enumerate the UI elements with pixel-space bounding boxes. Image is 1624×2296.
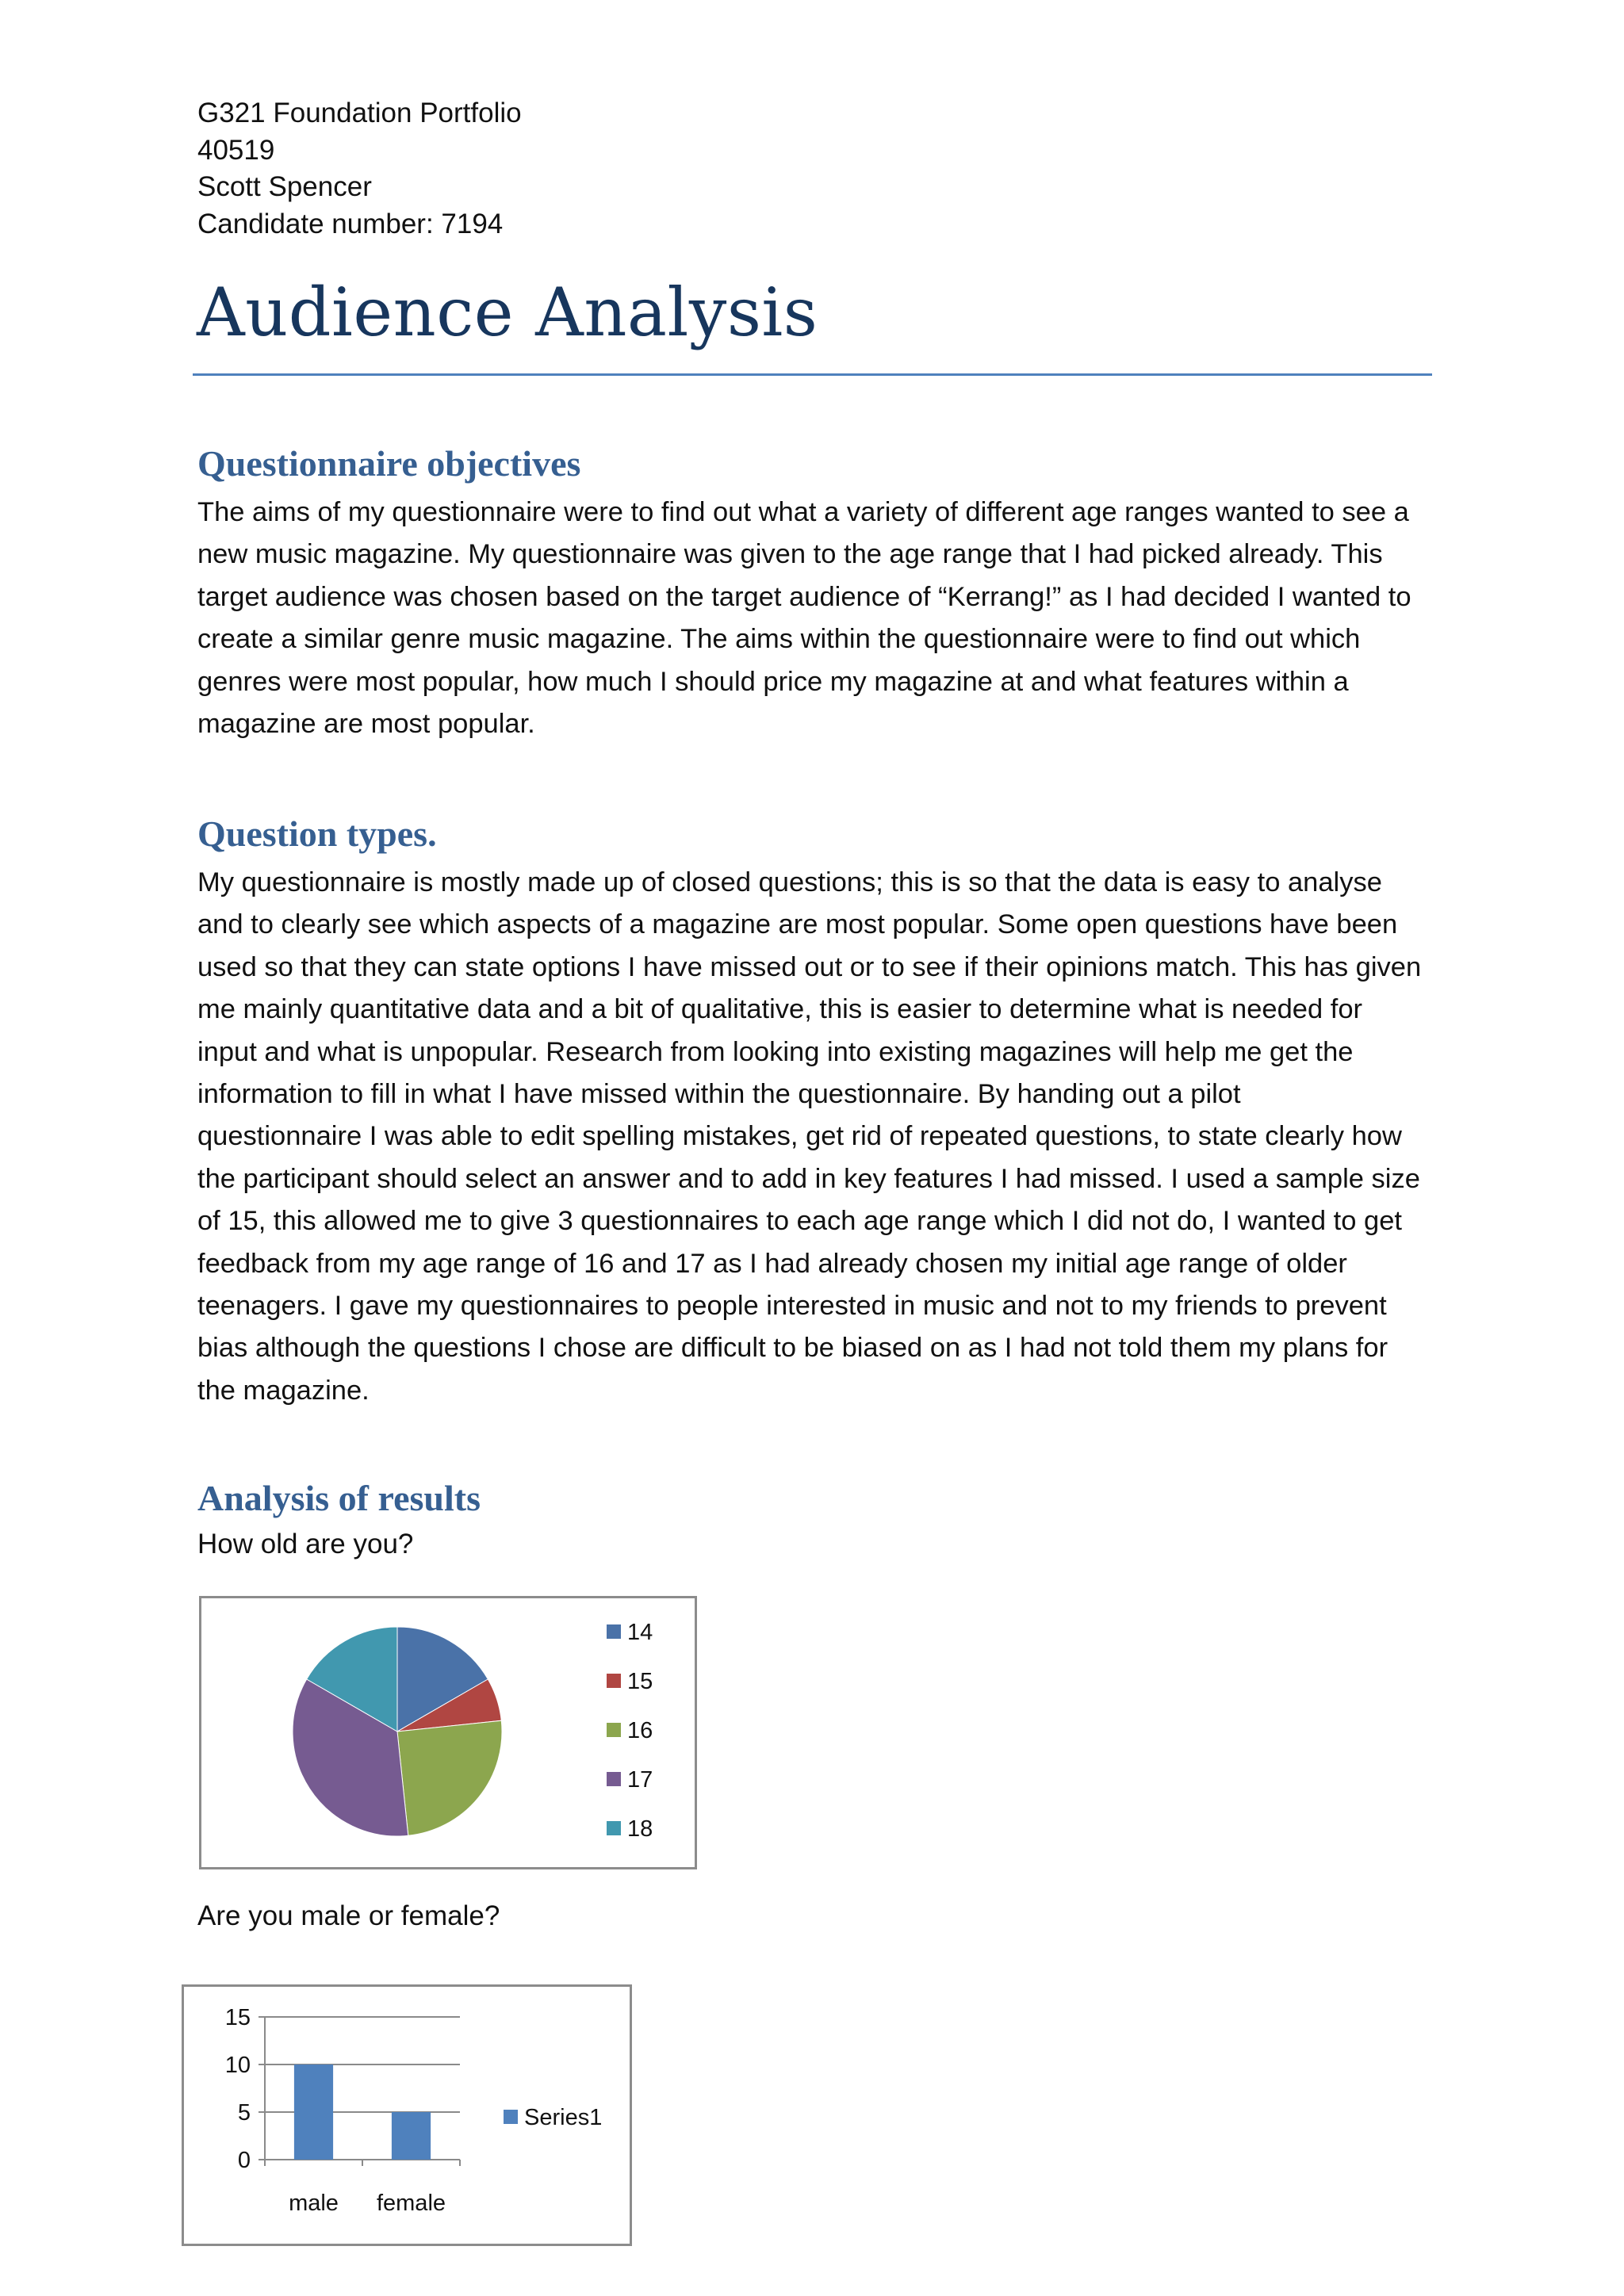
legend-swatch-17 [607, 1772, 621, 1786]
paragraph-line: teenagers. I gave my questionnaires to people interested in music and not to my friends to prevent [197, 1290, 1387, 1321]
title-underline [193, 373, 1432, 376]
y-tick-label: 15 [224, 2005, 251, 2030]
legend-swatch-18 [607, 1821, 621, 1835]
y-tick-label: 0 [237, 2148, 251, 2173]
heading-question-types: Question types. [197, 813, 437, 854]
legend-label-14: 14 [627, 1620, 653, 1645]
paragraph-line: information to fill in what I have missed within the questionnaire. By handing out a pilot [197, 1078, 1241, 1109]
legend-label-15: 15 [627, 1669, 653, 1694]
paragraph-line: feedback from my age range of 16 and 17 as I had already chosen my initial age range of older [197, 1248, 1347, 1279]
paragraph-line: the participant should select an answer and to add in key features I had missed. I used a sample size [197, 1163, 1420, 1194]
bar-male [294, 2064, 333, 2160]
paragraph-line: me mainly quantitative data and a bit of qualitative, this is easier to determine what is needed for [197, 994, 1362, 1025]
question-gender: Are you male or female? [197, 1900, 500, 1931]
heading-objectives: Questionnaire objectives [197, 443, 581, 484]
paragraph-line: magazine are most popular. [197, 708, 535, 739]
bar-female [392, 2112, 431, 2160]
gender-bar-svg [184, 1987, 630, 2244]
legend-label-16: 16 [627, 1718, 653, 1743]
page-title: Audience Analysis [197, 274, 818, 351]
paragraph-line: genres were most popular, how much I should price my magazine at and what features within a [197, 666, 1349, 697]
author-line: Scott Spencer [197, 171, 372, 202]
legend-swatch-14 [607, 1624, 621, 1639]
document-header [197, 95, 522, 243]
question-age: How old are you? [197, 1529, 414, 1559]
candidate-line: Candidate number: 7194 [197, 208, 504, 239]
paragraph-line: target audience was chosen based on the target audience of “Kerrang!” as I had decided I wanted to [197, 581, 1411, 612]
age-pie-chart [199, 1596, 697, 1869]
legend-swatch-series1 [504, 2110, 518, 2124]
paragraph-line: create a similar genre music magazine. The aims within the questionnaire were to find out which [197, 624, 1361, 655]
gender-bar-chart [182, 1984, 632, 2246]
y-tick-label: 5 [237, 2100, 251, 2126]
age-pie-svg [201, 1598, 695, 1867]
question-types-paragraph [197, 862, 1442, 1412]
legend-label-17: 17 [627, 1767, 653, 1793]
legend-swatch-15 [607, 1674, 621, 1688]
paragraph-line: the magazine. [197, 1375, 370, 1406]
course-line: G321 Foundation Portfolio [197, 98, 522, 128]
objectives-paragraph [197, 492, 1442, 745]
paragraph-line: new music magazine. My questionnaire was given to the age range that I had picked already. This [197, 539, 1383, 570]
pie-slice-16 [397, 1720, 502, 1835]
paragraph-line: questionnaire I was able to edit spelling mistakes, get rid of repeated questions, to state clearly how [197, 1121, 1402, 1152]
paragraph-line: of 15, this allowed me to give 3 questionnaires to each age range which I did not do, I wanted to get [197, 1206, 1402, 1237]
code-line: 40519 [197, 134, 275, 166]
x-tick-label-male: male [289, 2191, 339, 2216]
x-tick-label-female: female [376, 2191, 446, 2216]
y-tick-label: 10 [224, 2053, 251, 2078]
paragraph-line: and to clearly see which aspects of a magazine are most popular. Some open questions have been [197, 909, 1398, 940]
paragraph-line: used so that they can state options I have missed out or to see if their opinions match. This has given [197, 951, 1422, 982]
paragraph-line: bias although the questions I chose are difficult to be biased on as I had not told them my plans for [197, 1333, 1388, 1364]
paragraph-line: input and what is unpopular. Research from looking into existing magazines will help me get the [197, 1036, 1354, 1067]
paragraph-line: My questionnaire is mostly made up of closed questions; this is so that the data is easy to analyse [197, 867, 1382, 897]
legend-label-series1: Series1 [524, 2105, 603, 2130]
legend-label-18: 18 [627, 1816, 653, 1842]
paragraph-line: The aims of my questionnaire were to find out what a variety of different age ranges wanted to see a [197, 497, 1409, 527]
heading-analysis: Analysis of results [197, 1478, 481, 1518]
legend-swatch-16 [607, 1723, 621, 1737]
